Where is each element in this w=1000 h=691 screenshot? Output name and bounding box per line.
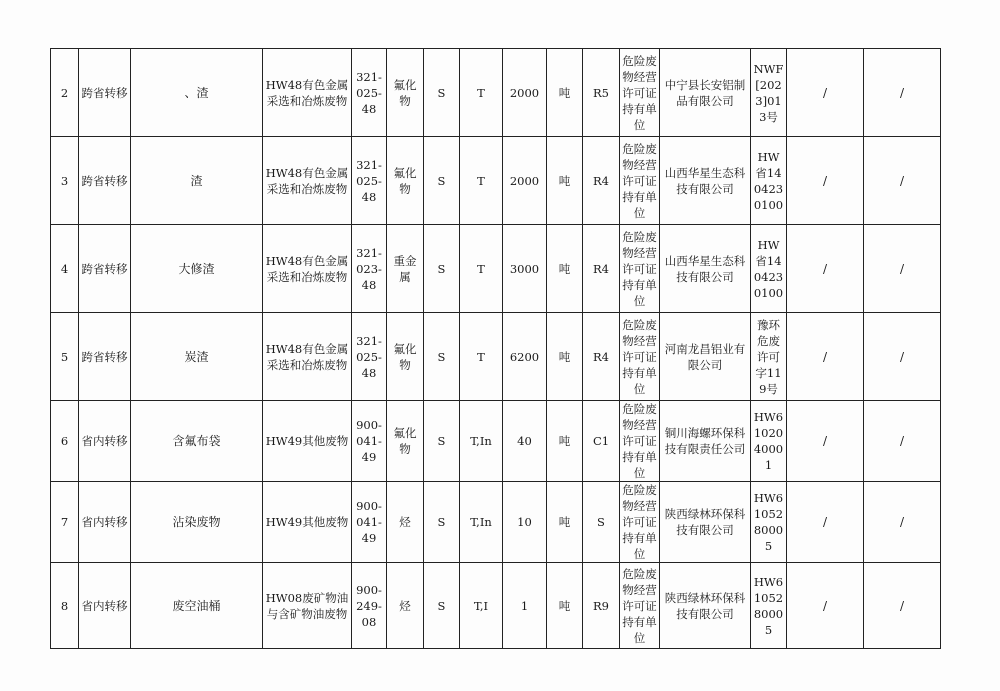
disposal-method-cell: R4 xyxy=(583,313,620,401)
permit-number-text: HW6105280005 xyxy=(753,491,784,553)
waste-name-cell: 、渣 xyxy=(131,49,263,137)
permit-number-cell xyxy=(751,313,787,401)
permit-number-text: NWF[2023]013号 xyxy=(753,61,784,124)
table-row xyxy=(51,482,941,563)
waste-code-cell xyxy=(352,563,387,649)
table-row xyxy=(51,137,941,225)
receiver-type-cell xyxy=(620,137,660,225)
table-row xyxy=(51,401,941,482)
receiver-type-cell xyxy=(620,313,660,401)
receiver-type-text: 危险废物经营许可证持有单位 xyxy=(622,402,657,480)
column-15-cell: / xyxy=(787,313,864,401)
disposal-method-cell: R5 xyxy=(583,49,620,137)
waste-name-cell: 大修渣 xyxy=(131,225,263,313)
harmful-component-cell xyxy=(387,563,424,649)
row-number-cell: 5 xyxy=(51,313,79,401)
waste-code-text: 321-025-48 xyxy=(356,157,382,204)
waste-code-cell xyxy=(352,137,387,225)
harmful-component-text: 重金属 xyxy=(393,253,417,284)
permit-number-text: HW省1404230100 xyxy=(753,237,784,300)
waste-name-cell: 渣 xyxy=(131,137,263,225)
harmful-component-text: 氟化物 xyxy=(393,426,417,456)
receiver-unit-cell: 陕西绿林环保科技有限公司 xyxy=(660,563,751,649)
unit-cell: 吨 xyxy=(547,137,583,225)
waste-category-cell: HW48有色金属采选和冶炼废物 xyxy=(263,225,352,313)
waste-code-text: 900-041-49 xyxy=(356,499,382,545)
waste-code-cell xyxy=(352,313,387,401)
waste-name-cell: 沾染废物 xyxy=(131,482,263,563)
receiver-type-text: 危险废物经营许可证持有单位 xyxy=(622,566,657,645)
receiver-unit-cell: 河南龙昌铝业有限公司 xyxy=(660,313,751,401)
hazard-property-cell: T xyxy=(460,49,503,137)
receiver-type-text: 危险废物经营许可证持有单位 xyxy=(622,317,657,396)
receiver-type-cell xyxy=(620,49,660,137)
quantity-cell: 40 xyxy=(503,401,547,482)
waste-category-cell: HW49其他废物 xyxy=(263,482,352,563)
receiver-type-text: 危险废物经营许可证持有单位 xyxy=(622,141,657,220)
waste-name-cell: 炭渣 xyxy=(131,313,263,401)
physical-form-cell: S xyxy=(424,563,460,649)
waste-code-cell xyxy=(352,482,387,563)
waste-code-text: 321-023-48 xyxy=(356,245,382,292)
hazardous-waste-transfer-table xyxy=(50,48,941,649)
transfer-type-cell: 跨省转移 xyxy=(79,225,131,313)
hazard-property-cell: T,I xyxy=(460,563,503,649)
disposal-method-cell: R4 xyxy=(583,225,620,313)
transfer-type-cell: 跨省转移 xyxy=(79,49,131,137)
transfer-type-cell: 省内转移 xyxy=(79,482,131,563)
waste-code-text: 900-249-08 xyxy=(356,582,382,629)
column-16-cell: / xyxy=(864,563,941,649)
harmful-component-text: 烃 xyxy=(399,598,411,613)
row-number-cell: 4 xyxy=(51,225,79,313)
waste-category-cell: HW49其他废物 xyxy=(263,401,352,482)
receiver-unit-cell: 铜川海螺环保科技有限责任公司 xyxy=(660,401,751,482)
row-number-cell: 7 xyxy=(51,482,79,563)
physical-form-cell: S xyxy=(424,482,460,563)
receiver-type-cell xyxy=(620,482,660,563)
harmful-component-cell xyxy=(387,137,424,225)
unit-cell: 吨 xyxy=(547,401,583,482)
hazard-property-cell: T,In xyxy=(460,482,503,563)
harmful-component-text: 氟化物 xyxy=(393,77,417,108)
waste-code-text: 321-025-48 xyxy=(356,333,382,380)
physical-form-cell: S xyxy=(424,401,460,482)
physical-form-cell: S xyxy=(424,313,460,401)
column-15-cell: / xyxy=(787,401,864,482)
column-15-cell: / xyxy=(787,225,864,313)
row-number-cell: 3 xyxy=(51,137,79,225)
waste-code-cell xyxy=(352,49,387,137)
table-body xyxy=(51,49,941,649)
permit-number-text: 豫环危废许可字119号 xyxy=(755,317,782,396)
physical-form-cell: S xyxy=(424,137,460,225)
disposal-method-cell: S xyxy=(583,482,620,563)
column-16-cell: / xyxy=(864,225,941,313)
receiver-unit-cell: 山西华星生态科技有限公司 xyxy=(660,137,751,225)
row-number-cell: 2 xyxy=(51,49,79,137)
physical-form-cell: S xyxy=(424,49,460,137)
harmful-component-cell xyxy=(387,482,424,563)
permit-number-cell xyxy=(751,137,787,225)
hazard-property-cell: T xyxy=(460,313,503,401)
permit-number-text: HW6102040001 xyxy=(753,410,784,472)
table-row xyxy=(51,563,941,649)
hazard-property-cell: T xyxy=(460,137,503,225)
waste-code-text: 321-025-48 xyxy=(356,69,382,116)
waste-category-cell: HW08废矿物油与含矿物油废物 xyxy=(263,563,352,649)
receiver-type-cell xyxy=(620,563,660,649)
column-16-cell: / xyxy=(864,313,941,401)
hazard-property-cell: T,In xyxy=(460,401,503,482)
quantity-cell: 1 xyxy=(503,563,547,649)
table-row xyxy=(51,313,941,401)
permit-number-cell xyxy=(751,49,787,137)
quantity-cell: 6200 xyxy=(503,313,547,401)
column-15-cell: / xyxy=(787,49,864,137)
waste-code-cell xyxy=(352,225,387,313)
table-row xyxy=(51,225,941,313)
unit-cell: 吨 xyxy=(547,49,583,137)
permit-number-cell xyxy=(751,482,787,563)
harmful-component-text: 烃 xyxy=(399,515,411,529)
quantity-cell: 2000 xyxy=(503,49,547,137)
harmful-component-cell xyxy=(387,49,424,137)
receiver-type-cell xyxy=(620,401,660,482)
harmful-component-text: 氟化物 xyxy=(393,165,417,196)
table-row xyxy=(51,49,941,137)
harmful-component-cell xyxy=(387,313,424,401)
transfer-type-cell: 省内转移 xyxy=(79,563,131,649)
harmful-component-cell xyxy=(387,225,424,313)
disposal-method-cell: R9 xyxy=(583,563,620,649)
column-15-cell: / xyxy=(787,482,864,563)
row-number-cell: 6 xyxy=(51,401,79,482)
row-number-cell: 8 xyxy=(51,563,79,649)
permit-number-cell xyxy=(751,563,787,649)
permit-number-text: HW6105280005 xyxy=(753,574,784,637)
receiver-type-cell xyxy=(620,225,660,313)
permit-number-text: HW省1404230100 xyxy=(753,149,784,212)
harmful-component-cell xyxy=(387,401,424,482)
waste-code-text: 900-041-49 xyxy=(356,418,382,464)
receiver-unit-cell: 中宁县长安铝制品有限公司 xyxy=(660,49,751,137)
waste-category-cell: HW48有色金属采选和冶炼废物 xyxy=(263,49,352,137)
unit-cell: 吨 xyxy=(547,482,583,563)
permit-number-cell xyxy=(751,401,787,482)
column-16-cell: / xyxy=(864,401,941,482)
transfer-type-cell: 省内转移 xyxy=(79,401,131,482)
waste-name-cell: 废空油桶 xyxy=(131,563,263,649)
hazard-property-cell: T xyxy=(460,225,503,313)
receiver-unit-cell: 山西华星生态科技有限公司 xyxy=(660,225,751,313)
quantity-cell: 3000 xyxy=(503,225,547,313)
waste-name-cell: 含氟布袋 xyxy=(131,401,263,482)
column-16-cell: / xyxy=(864,49,941,137)
receiver-type-text: 危险废物经营许可证持有单位 xyxy=(622,229,657,308)
quantity-cell: 10 xyxy=(503,482,547,563)
column-16-cell: / xyxy=(864,137,941,225)
column-15-cell: / xyxy=(787,563,864,649)
transfer-type-cell: 跨省转移 xyxy=(79,137,131,225)
waste-category-cell: HW48有色金属采选和冶炼废物 xyxy=(263,313,352,401)
unit-cell: 吨 xyxy=(547,225,583,313)
disposal-method-cell: R4 xyxy=(583,137,620,225)
quantity-cell: 2000 xyxy=(503,137,547,225)
waste-code-cell xyxy=(352,401,387,482)
waste-category-cell: HW48有色金属采选和冶炼废物 xyxy=(263,137,352,225)
unit-cell: 吨 xyxy=(547,563,583,649)
column-15-cell: / xyxy=(787,137,864,225)
physical-form-cell: S xyxy=(424,225,460,313)
receiver-type-text: 危险废物经营许可证持有单位 xyxy=(622,53,657,132)
receiver-type-text: 危险废物经营许可证持有单位 xyxy=(622,483,657,561)
unit-cell: 吨 xyxy=(547,313,583,401)
disposal-method-cell: C1 xyxy=(583,401,620,482)
permit-number-cell xyxy=(751,225,787,313)
column-16-cell: / xyxy=(864,482,941,563)
receiver-unit-cell: 陕西绿林环保科技有限公司 xyxy=(660,482,751,563)
transfer-type-cell: 跨省转移 xyxy=(79,313,131,401)
harmful-component-text: 氟化物 xyxy=(393,341,417,372)
